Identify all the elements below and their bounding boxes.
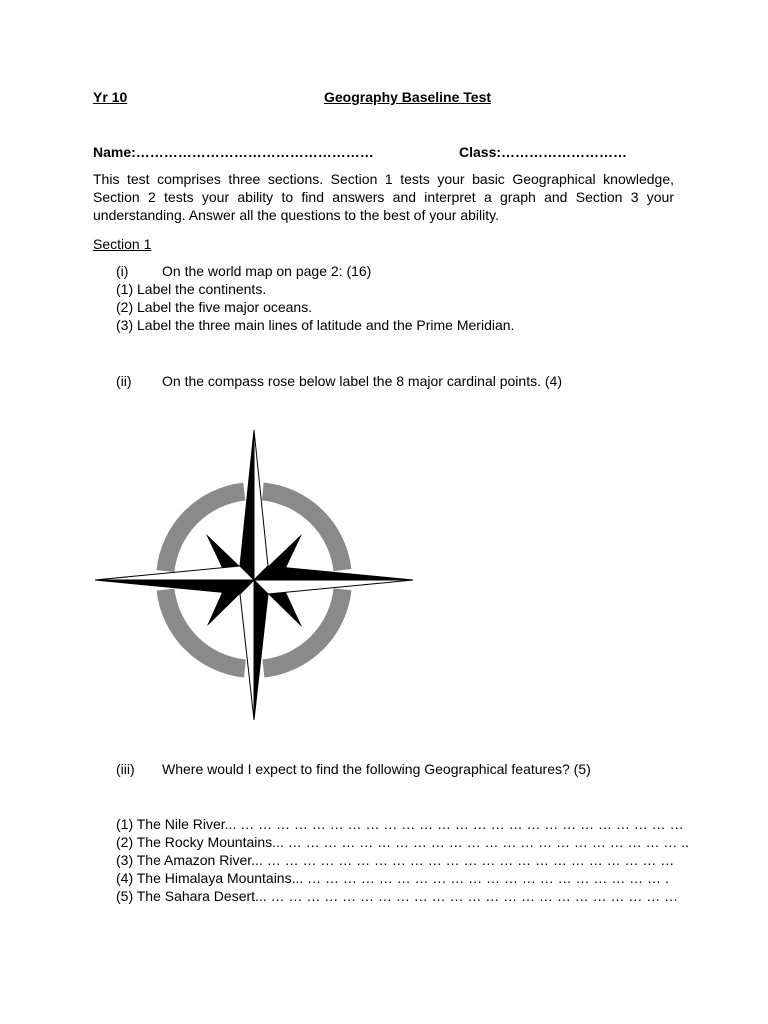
q3-item-himalaya[interactable]: (4) The Himalaya Mountains... … … … … … … … … … … … … … … … … … … … … . — [116, 870, 669, 886]
q3-text: Where would I expect to find the following Geographical features? (5) — [162, 761, 591, 777]
compass-major-points — [95, 430, 413, 720]
name-field[interactable] — [93, 143, 374, 161]
compass-rose-icon — [90, 425, 420, 725]
q2-number: (ii) — [116, 373, 132, 389]
name-label: Name: — [93, 144, 136, 160]
q1-text: On the world map on page 2: (16) — [162, 263, 372, 279]
page-title: Geography Baseline Test — [324, 89, 492, 105]
q3-item-nile[interactable]: (1) The Nile River... … … … … … … … … … … … … … … … … … … … … … … … … … — [116, 816, 684, 832]
class-label: Class: — [459, 144, 502, 160]
class-blank[interactable]: ……………………… — [501, 144, 628, 160]
q3-item-sahara[interactable]: (5) The Sahara Desert... … … … … … … … … … … … … … … … … … … … … … … … — [116, 888, 679, 904]
name-blank[interactable]: …………………………………………… — [135, 144, 374, 160]
class-field[interactable] — [459, 143, 627, 161]
q3-item-amazon[interactable]: (3) The Amazon River... … … … … … … … … … … … … … … … … … … … … … … … — [116, 852, 675, 868]
intro-paragraph: This test comprises three sections. Section 1 tests your basic Geographical knowledge, Section 2 tests your ability to find answers and interpret a graph and Section 3 your understanding. Answer all the questions to the best of your ability. — [93, 171, 674, 223]
q1-item-2: (2) Label the five major oceans. — [116, 299, 313, 315]
section-heading: Section 1 — [93, 236, 152, 252]
q1-number: (i) — [116, 263, 129, 279]
q3-item-rocky[interactable]: (2) The Rocky Mountains... … … … … … … … … … … … … … … … … … … … … … … .. — [116, 834, 690, 850]
q1-item-1: (1) Label the continents. — [116, 281, 267, 297]
q3-number: (iii) — [116, 761, 135, 777]
year-label: Yr 10 — [93, 89, 128, 105]
q2-text: On the compass rose below label the 8 major cardinal points. (4) — [162, 373, 562, 389]
q1-item-3: (3) Label the three main lines of latitude and the Prime Meridian. — [116, 317, 515, 333]
